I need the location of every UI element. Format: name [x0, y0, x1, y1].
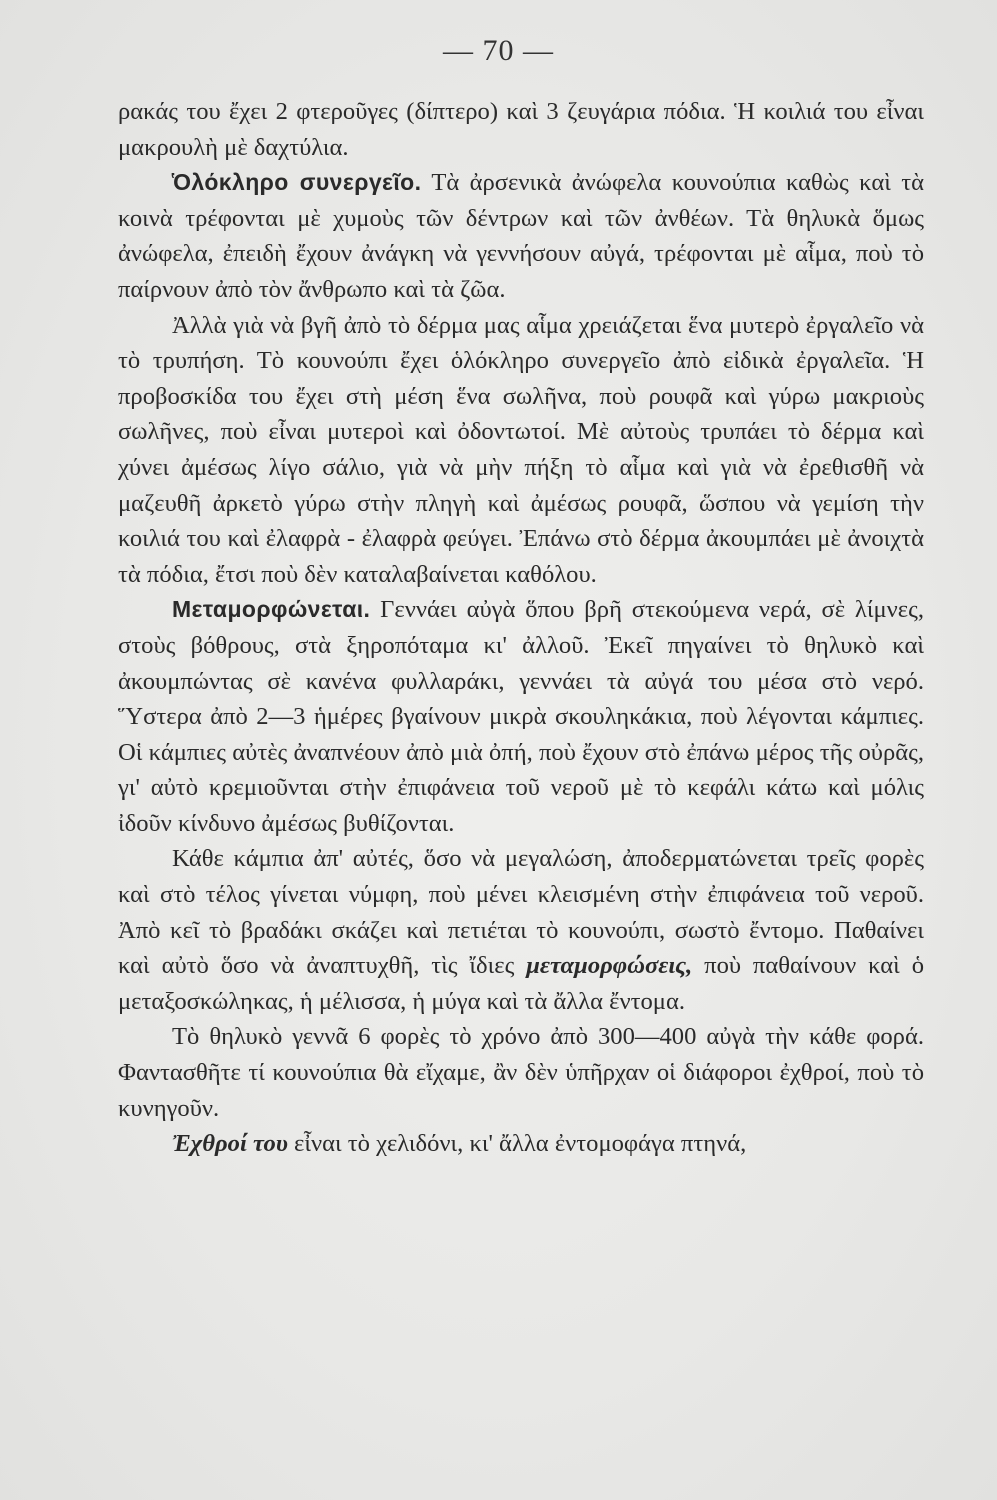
paragraph-7: [118, 1126, 924, 1162]
section-heading-enemies: Ἐχθροί του: [172, 1130, 288, 1158]
paragraph-1: [118, 94, 924, 165]
paragraph-5-text-b: ποὺ παθαίνουν καὶ ὁ μεταξοσκώληκας, ἡ μέλισσα, ἡ μύγα καὶ τὰ ἄλλα ἔντομα.: [118, 952, 924, 1015]
paragraph-3-text: Ἀλλὰ γιὰ νὰ βγῆ ἀπὸ τὸ δέρμα μας αἷμα χρειάζεται ἕνα μυτερὸ ἐργαλεῖο νὰ τὸ τρυπήση. Τὸ κουνούπι ἔχει ὁλόκληρο συνεργεῖο ἀπὸ εἰδικὰ ἐργαλεῖα. Ἡ προβοσκίδα του ἔχει στὴ μέση ἕνα σωλῆνα, ποὺ ρουφᾶ καὶ γύρω μακριοὺς σωλῆνες, ποὺ εἶναι μυτεροὶ καὶ ὀδοντωτοί. Μὲ αὐτοὺς τρυπάει τὸ δέρμα καὶ χύνει ἀμέσως λίγο σάλιο, γιὰ νὰ μὴν πήξη τὸ αἷμα καὶ γιὰ νὰ ἐρεθισθῆ νὰ μαζευθῆ ἀρκετὸ γύρω στὴν πληγὴ καὶ ἀμέσως ρουφᾶ, ὥσπου νὰ γεμίση τὴν κοιλιά του καὶ ἐλαφρὰ - ἐλαφρὰ φεύγει. Ἐπάνω στὸ δέρμα ἀκουμπάει μὲ ἀνοιχτὰ τὰ πόδια, ἔτσι ποὺ δὲν καταλαβαίνεται καθόλου.: [118, 311, 924, 588]
paragraph-6-text: Τὸ θηλυκὸ γεννᾶ 6 φορὲς τὸ χρόνο ἀπὸ 300—400 αὐγὰ τὴν κάθε φορά. Φαντασθῆτε τί κουνούπια θὰ εἴχαμε, ἂν δὲν ὑπῆρχαν οἱ διάφοροι ἐχθροί, ποὺ τὸ κυνηγοῦν.: [118, 1023, 924, 1122]
paragraph-1-text: ρακάς του ἔχει 2 φτεροῦγες (δίπτερο) καὶ 3 ζευγάρια πόδια. Ἡ κοιλιά του εἶναι μακρουλὴ μὲ δαχτύλια.: [118, 98, 924, 161]
paragraph-4: [118, 592, 924, 841]
paragraph-7-text: εἶναι τὸ χελιδόνι, κι' ἄλλα ἐντομοφάγα πτηνά,: [287, 1130, 747, 1158]
page-number: — 70 —: [443, 34, 554, 67]
paragraph-6: [118, 1019, 924, 1126]
emphasis-metamorphoses: μεταμορφώσεις,: [526, 952, 693, 980]
body-text: [118, 94, 924, 1162]
paragraph-3: [118, 308, 924, 593]
paragraph-5-text-a: Κάθε κάμπια ἀπ' αὐτές, ὅσο νὰ μεγαλώση, ἀποδερματώνεται τρεῖς φορὲς καὶ στὸ τέλος γίνεται νύμφη, ποὺ μένει κλεισμένη στὴν ἐπιφάνεια τοῦ νεροῦ. Ἀπὸ κεῖ τὸ βραδάκι σκάζει καὶ πετιέται τὸ κουνούπι, σωστὸ ἔντομο. Παθαίνει καὶ αὐτὸ ὅσο νὰ ἀναπτυχθῆ, τὶς ἴδιες: [118, 845, 924, 980]
section-heading-collaboration: Ὁλόκληρο συνεργεῖο.: [172, 169, 422, 196]
paragraph-2: [118, 165, 924, 307]
section-heading-metamorphosis: Μεταμορφώνεται.: [172, 596, 371, 623]
paragraph-4-text: Γεννάει αὐγὰ ὅπου βρῆ στεκούμενα νερά, σὲ λίμνες, στοὺς βόθρους, στὰ ξηροπόταμα κι' ἀλλοῦ. Ἐκεῖ πηγαίνει τὸ θηλυκὸ καὶ ἀκουμπώντας σὲ κανένα φυλλαράκι, γεννάει τὰ αὐγά του μέσα στὸ νερό. Ὕστερα ἀπὸ 2—3 ἡμέρες βγαίνουν μικρὰ σκουληκάκια, ποὺ λέγονται κάμπιες. Οἱ κάμπιες αὐτὲς ἀναπνέουν ἀπὸ μιὰ ὀπή, ποὺ ἔχουν στὸ ἐπάνω μέρος τῆς οὐρᾶς, γι' αὐτὸ κρεμιοῦνται στὴν ἐπιφάνεια τοῦ νεροῦ μὲ τὸ κεφάλι κάτω καὶ μόλις ἰδοῦν κίνδυνο ἀμέσως βυθίζονται.: [118, 596, 924, 837]
paragraph-2-text: Τὰ ἀρσενικὰ ἀνώφελα κουνούπια καθὼς καὶ τὰ κοινὰ τρέφονται μὲ χυμοὺς τῶν δέντρων καὶ τῶν ἀνθέων. Τὰ θηλυκὰ ὅμως ἀνώφελα, ἐπειδὴ ἔχουν ἀνάγκη νὰ γεννήσουν αὐγά, τρέφονται μὲ αἷμα, ποὺ τὸ παίρνουν ἀπὸ τὸν ἄνθρωπο καὶ τὰ ζῶα.: [118, 169, 924, 303]
paragraph-5: [118, 841, 924, 1019]
